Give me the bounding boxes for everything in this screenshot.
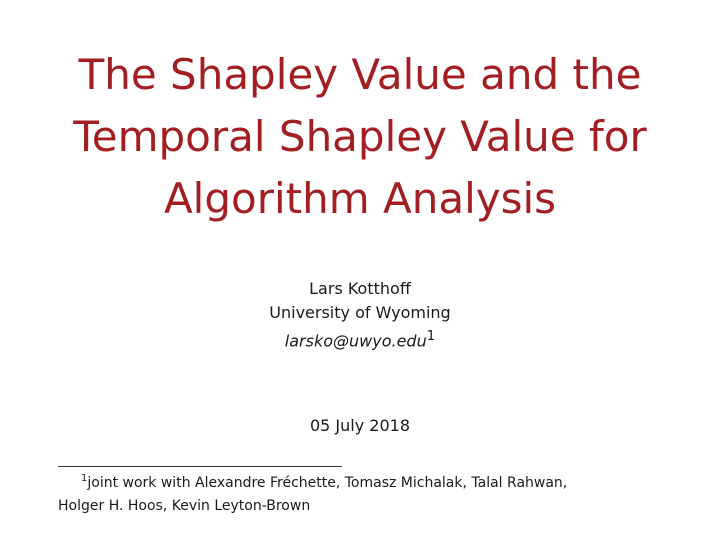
author-block	[0, 277, 720, 353]
title-line-2: Temporal Shapley Value for	[73, 112, 647, 161]
footnote-mark: 1	[81, 473, 88, 484]
presentation-date: 05 July 2018	[309, 416, 411, 435]
author-email-line	[0, 325, 720, 353]
author-email: larsko@uwyo.edu	[284, 331, 427, 351]
footnote-line-1	[58, 472, 658, 495]
title-line-1: The Shapley Value and the	[78, 50, 642, 99]
title-line-3: Algorithm Analysis	[163, 174, 557, 223]
footnote	[58, 472, 658, 518]
email-footnote-mark: 1	[426, 329, 436, 344]
footnote-text-1: joint work with Alexandre Fréchette, Tomasz Michalak, Talal Rahwan,	[87, 475, 568, 491]
footnote-divider	[58, 466, 342, 467]
footnote-line-2: Holger H. Hoos, Kevin Leyton-Brown	[58, 498, 311, 514]
author-affiliation: University of Wyoming	[269, 303, 451, 322]
author-name: Lars Kotthoff	[309, 279, 411, 298]
slide-title	[40, 44, 680, 230]
